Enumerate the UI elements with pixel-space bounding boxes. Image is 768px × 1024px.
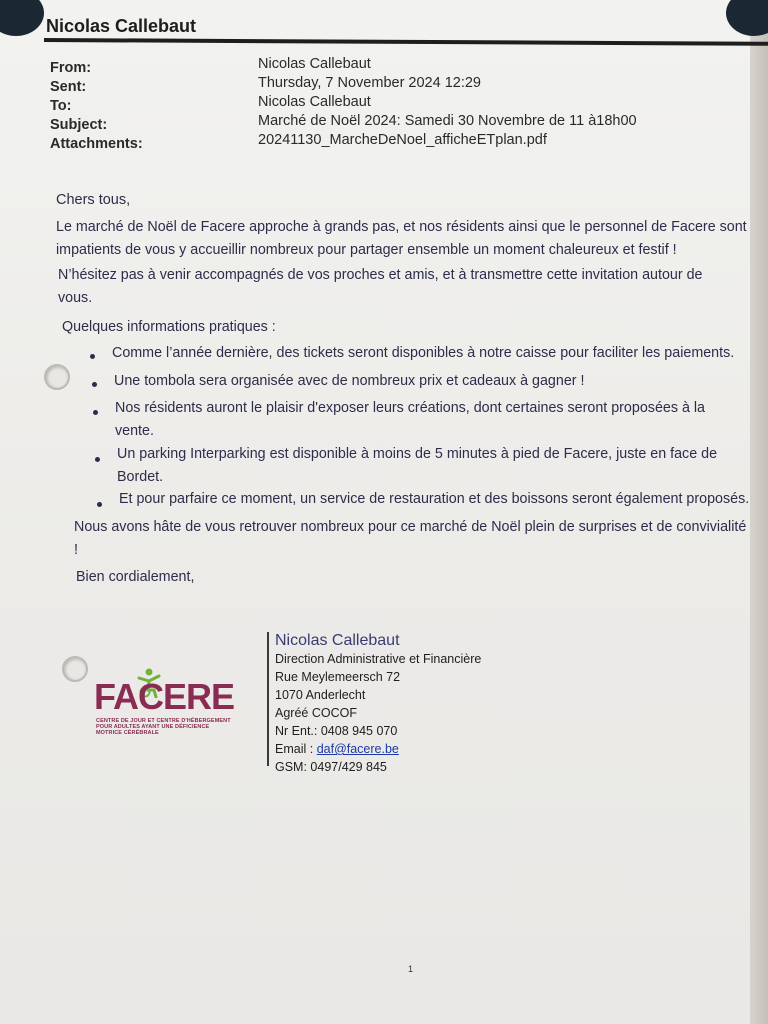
bullet-creations-line-1: Nos résidents auront le plaisir d'exposer leurs créations, dont certaines seront proposées à la <box>115 400 706 416</box>
paper-edge <box>750 0 768 1024</box>
sent-value: Thursday, 7 November 2024 12:29 <box>258 75 482 91</box>
facere-wordmark: FACERE <box>94 676 235 717</box>
to-label: To: <box>50 98 72 114</box>
signature-email-link[interactable]: daf@facere.be <box>316 742 399 756</box>
signature-email-row <box>275 742 399 756</box>
signoff: Bien cordialement, <box>76 569 195 585</box>
punch-hole <box>44 364 70 390</box>
info-intro: Quelques informations pratiques : <box>62 319 276 335</box>
page-number: 1 <box>408 964 414 974</box>
paragraph-invite <box>58 264 703 310</box>
paragraph-closing-line-2: ! <box>74 542 78 558</box>
punch-hole <box>62 656 88 682</box>
signature-enterprise-number: Nr Ent.: 0408 945 070 <box>275 724 398 738</box>
signature-divider <box>267 632 269 766</box>
signature-street: Rue Meylemeersch 72 <box>275 670 401 684</box>
bullet-dot <box>97 502 102 507</box>
bullet-dot <box>92 382 97 387</box>
bullet-restauration: Et pour parfaire ce moment, un service de restauration et des boissons seront également proposés. <box>119 491 750 507</box>
paragraph-invite-line-1: N’hésitez pas à venir accompagnés de vos proches et amis, et à transmettre cette invitation autour de <box>58 267 703 283</box>
facere-logo <box>94 668 234 738</box>
bullet-tickets: Comme l’année dernière, des tickets seront disponibles à notre caisse pour faciliter les paiements. <box>112 345 735 361</box>
subject-value: Marché de Noël 2024: Samedi 30 Novembre de 11 à18h00 <box>258 113 637 129</box>
bullet-dot <box>93 410 98 415</box>
signature-gsm: GSM: 0497/429 845 <box>275 760 387 774</box>
paragraph-intro-line-2: impatients de vous y accueillir nombreux pour partager ensemble un moment chaleureux et festif ! <box>56 242 677 258</box>
sent-label: Sent: <box>50 79 87 95</box>
attachments-label: Attachments: <box>50 136 143 152</box>
bullet-dot <box>90 354 95 359</box>
signature-agreement: Agréé COCOF <box>275 706 357 720</box>
paragraph-closing-line-1: Nous avons hâte de vous retrouver nombreux pour ce marché de Noël plein de surprises et de convivialité <box>74 519 747 535</box>
to-value: Nicolas Callebaut <box>258 94 371 110</box>
bullet-creations-line-2: vente. <box>115 423 154 439</box>
greeting: Chers tous, <box>56 192 131 208</box>
bullet-parking-line-2: Bordet. <box>117 469 164 485</box>
bullet-dot <box>95 457 100 462</box>
header-rule <box>44 38 768 46</box>
binder-clip-right <box>726 0 768 36</box>
signature-name: Nicolas Callebaut <box>275 632 400 649</box>
from-label: From: <box>50 60 92 76</box>
facere-tagline: CENTRE DE JOUR ET CENTRE D'HÉBERGEMENT POUR ADULTES AYANT UNE DÉFICIENCE MOTRICE CÉRÉBRALE <box>96 718 231 736</box>
bullet-parking-line-1: Un parking Interparking est disponible à moins de 5 minutes à pied de Facere, juste en face de <box>117 446 718 462</box>
signature-email-label: Email : <box>275 742 317 756</box>
paragraph-intro-line-1: Le marché de Noël de Facere approche à grands pas, et nos résidents ainsi que le personnel de Facere sont <box>56 219 747 235</box>
paragraph-closing <box>74 516 746 562</box>
paragraph-invite-line-2: vous. <box>58 290 93 306</box>
attachment-filename[interactable]: 20241130_MarcheDeNoel_afficheETplan.pdf <box>258 132 547 148</box>
bullet-tombola: Une tombola sera organisée avec de nombreux prix et cadeaux à gagner ! <box>114 373 585 389</box>
signature-department: Direction Administrative et Financière <box>275 652 482 666</box>
email-sender-title: Nicolas Callebaut <box>46 16 197 36</box>
binder-clip-left <box>0 0 44 36</box>
paragraph-intro <box>56 216 747 262</box>
from-value: Nicolas Callebaut <box>258 56 371 72</box>
signature-city: 1070 Anderlecht <box>275 688 366 702</box>
subject-label: Subject: <box>50 117 108 133</box>
